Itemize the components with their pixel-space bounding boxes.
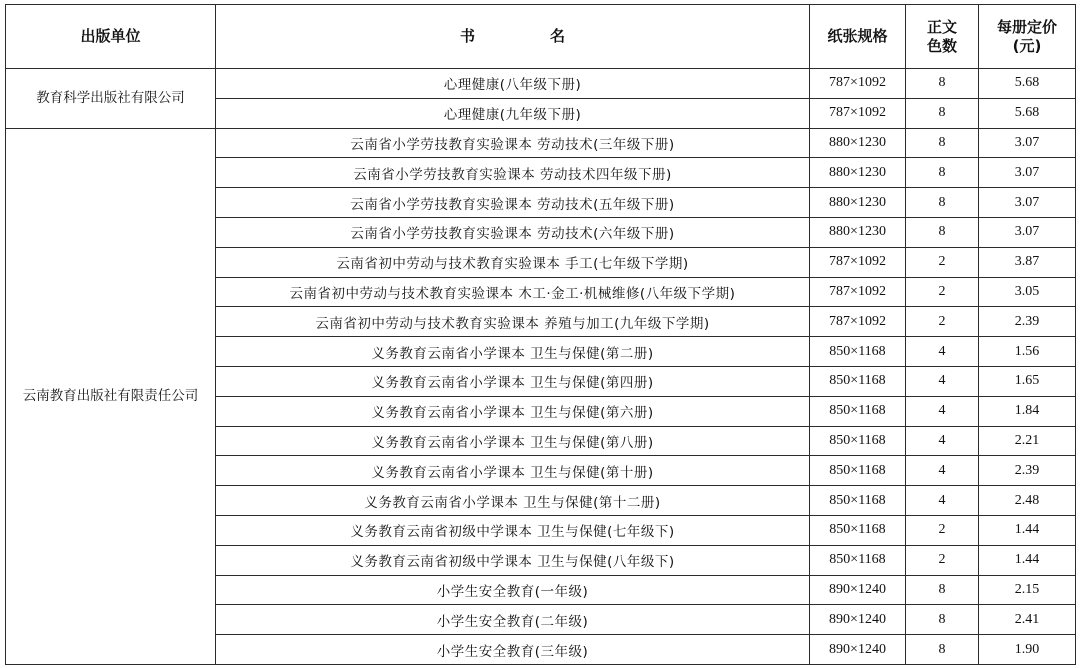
- color-count-cell: 4: [906, 366, 979, 396]
- publisher-cell: 教育科学出版社有限公司: [6, 69, 216, 129]
- book-title-cell: 云南省初中劳动与技术教育实验课本 手工(七年级下学期): [216, 247, 810, 277]
- book-title-cell: 义务教育云南省小学课本 卫生与保健(第四册): [216, 366, 810, 396]
- book-title-cell: 云南省初中劳动与技术教育实验课本 养殖与加工(九年级下学期): [216, 307, 810, 337]
- price-cell: 3.07: [979, 158, 1076, 188]
- price-cell: 2.48: [979, 486, 1076, 516]
- color-count-cell: 8: [906, 188, 979, 218]
- price-cell: 2.15: [979, 575, 1076, 605]
- color-count-cell: 4: [906, 426, 979, 456]
- header-price-line2: (元): [1012, 36, 1042, 55]
- price-cell: 1.90: [979, 635, 1076, 665]
- book-title-cell: 义务教育云南省小学课本 卫生与保健(第十册): [216, 456, 810, 486]
- book-title-cell: 义务教育云南省小学课本 卫生与保健(第六册): [216, 396, 810, 426]
- paper-size-cell: 787×1092: [810, 277, 906, 307]
- price-cell: 1.44: [979, 515, 1076, 545]
- paper-size-cell: 850×1168: [810, 337, 906, 367]
- paper-size-cell: 890×1240: [810, 605, 906, 635]
- price-cell: 2.39: [979, 456, 1076, 486]
- color-count-cell: 8: [906, 217, 979, 247]
- color-count-cell: 4: [906, 486, 979, 516]
- color-count-cell: 4: [906, 396, 979, 426]
- paper-size-cell: 850×1168: [810, 486, 906, 516]
- paper-size-cell: 787×1092: [810, 69, 906, 99]
- book-title-cell: 云南省小学劳技教育实验课本 劳动技术四年级下册): [216, 158, 810, 188]
- book-title-cell: 义务教育云南省小学课本 卫生与保健(第二册): [216, 337, 810, 367]
- paper-size-cell: 787×1092: [810, 98, 906, 128]
- paper-size-cell: 787×1092: [810, 247, 906, 277]
- paper-size-cell: 850×1168: [810, 426, 906, 456]
- price-cell: 1.44: [979, 545, 1076, 575]
- price-cell: 1.84: [979, 396, 1076, 426]
- color-count-cell: 8: [906, 635, 979, 665]
- paper-size-cell: 850×1168: [810, 515, 906, 545]
- book-title-cell: 义务教育云南省初级中学课本 卫生与保健(七年级下): [216, 515, 810, 545]
- header-publisher: 出版单位: [6, 5, 216, 69]
- book-title-cell: 小学生安全教育(二年级): [216, 605, 810, 635]
- color-count-cell: 2: [906, 515, 979, 545]
- book-title-cell: 义务教育云南省初级中学课本 卫生与保健(八年级下): [216, 545, 810, 575]
- price-cell: 1.65: [979, 366, 1076, 396]
- color-count-cell: 8: [906, 98, 979, 128]
- color-count-cell: 8: [906, 605, 979, 635]
- price-cell: 2.21: [979, 426, 1076, 456]
- color-count-cell: 8: [906, 128, 979, 158]
- color-count-cell: 8: [906, 575, 979, 605]
- paper-size-cell: 890×1240: [810, 575, 906, 605]
- header-colors-line1: 正文: [926, 17, 957, 36]
- price-cell: 3.05: [979, 277, 1076, 307]
- color-count-cell: 8: [906, 158, 979, 188]
- price-cell: 2.41: [979, 605, 1076, 635]
- color-count-cell: 2: [906, 277, 979, 307]
- paper-size-cell: 850×1168: [810, 545, 906, 575]
- header-price-line1: 每册定价: [996, 17, 1057, 36]
- price-cell: 3.07: [979, 128, 1076, 158]
- table-row: [6, 128, 1076, 158]
- color-count-cell: 4: [906, 456, 979, 486]
- paper-size-cell: 850×1168: [810, 366, 906, 396]
- paper-size-cell: 890×1240: [810, 635, 906, 665]
- color-count-cell: 2: [906, 247, 979, 277]
- header-price: [979, 5, 1076, 69]
- color-count-cell: 2: [906, 307, 979, 337]
- book-title-cell: 小学生安全教育(三年级): [216, 635, 810, 665]
- book-title-cell: 云南省小学劳技教育实验课本 劳动技术(五年级下册): [216, 188, 810, 218]
- price-cell: 3.07: [979, 217, 1076, 247]
- price-cell: 3.87: [979, 247, 1076, 277]
- book-title-cell: 云南省小学劳技教育实验课本 劳动技术(六年级下册): [216, 217, 810, 247]
- book-title-cell: 心理健康(八年级下册): [216, 69, 810, 99]
- book-title-cell: 云南省小学劳技教育实验课本 劳动技术(三年级下册): [216, 128, 810, 158]
- book-title-cell: 小学生安全教育(一年级): [216, 575, 810, 605]
- price-cell: 5.68: [979, 69, 1076, 99]
- paper-size-cell: 880×1230: [810, 188, 906, 218]
- paper-size-cell: 880×1230: [810, 128, 906, 158]
- book-title-cell: 义务教育云南省小学课本 卫生与保健(第十二册): [216, 486, 810, 516]
- book-title-cell: 心理健康(九年级下册): [216, 98, 810, 128]
- price-cell: 2.39: [979, 307, 1076, 337]
- price-cell: 3.07: [979, 188, 1076, 218]
- table-body: [6, 69, 1076, 665]
- paper-size-cell: 880×1230: [810, 158, 906, 188]
- textbook-price-table: [5, 4, 1076, 665]
- header-colors: [906, 5, 979, 69]
- paper-size-cell: 850×1168: [810, 396, 906, 426]
- paper-size-cell: 880×1230: [810, 217, 906, 247]
- publisher-cell: 云南教育出版社有限责任公司: [6, 128, 216, 664]
- color-count-cell: 8: [906, 69, 979, 99]
- paper-size-cell: 850×1168: [810, 456, 906, 486]
- paper-size-cell: 787×1092: [810, 307, 906, 337]
- table-row: [6, 69, 1076, 99]
- color-count-cell: 2: [906, 545, 979, 575]
- header-title: 书 名: [216, 5, 810, 69]
- header-row: [6, 5, 1076, 69]
- price-cell: 1.56: [979, 337, 1076, 367]
- color-count-cell: 4: [906, 337, 979, 367]
- price-cell: 5.68: [979, 98, 1076, 128]
- header-paper: 纸张规格: [810, 5, 906, 69]
- book-title-cell: 云南省初中劳动与技术教育实验课本 木工·金工·机械维修(八年级下学期): [216, 277, 810, 307]
- book-title-cell: 义务教育云南省小学课本 卫生与保健(第八册): [216, 426, 810, 456]
- header-colors-line2: 色数: [926, 36, 957, 55]
